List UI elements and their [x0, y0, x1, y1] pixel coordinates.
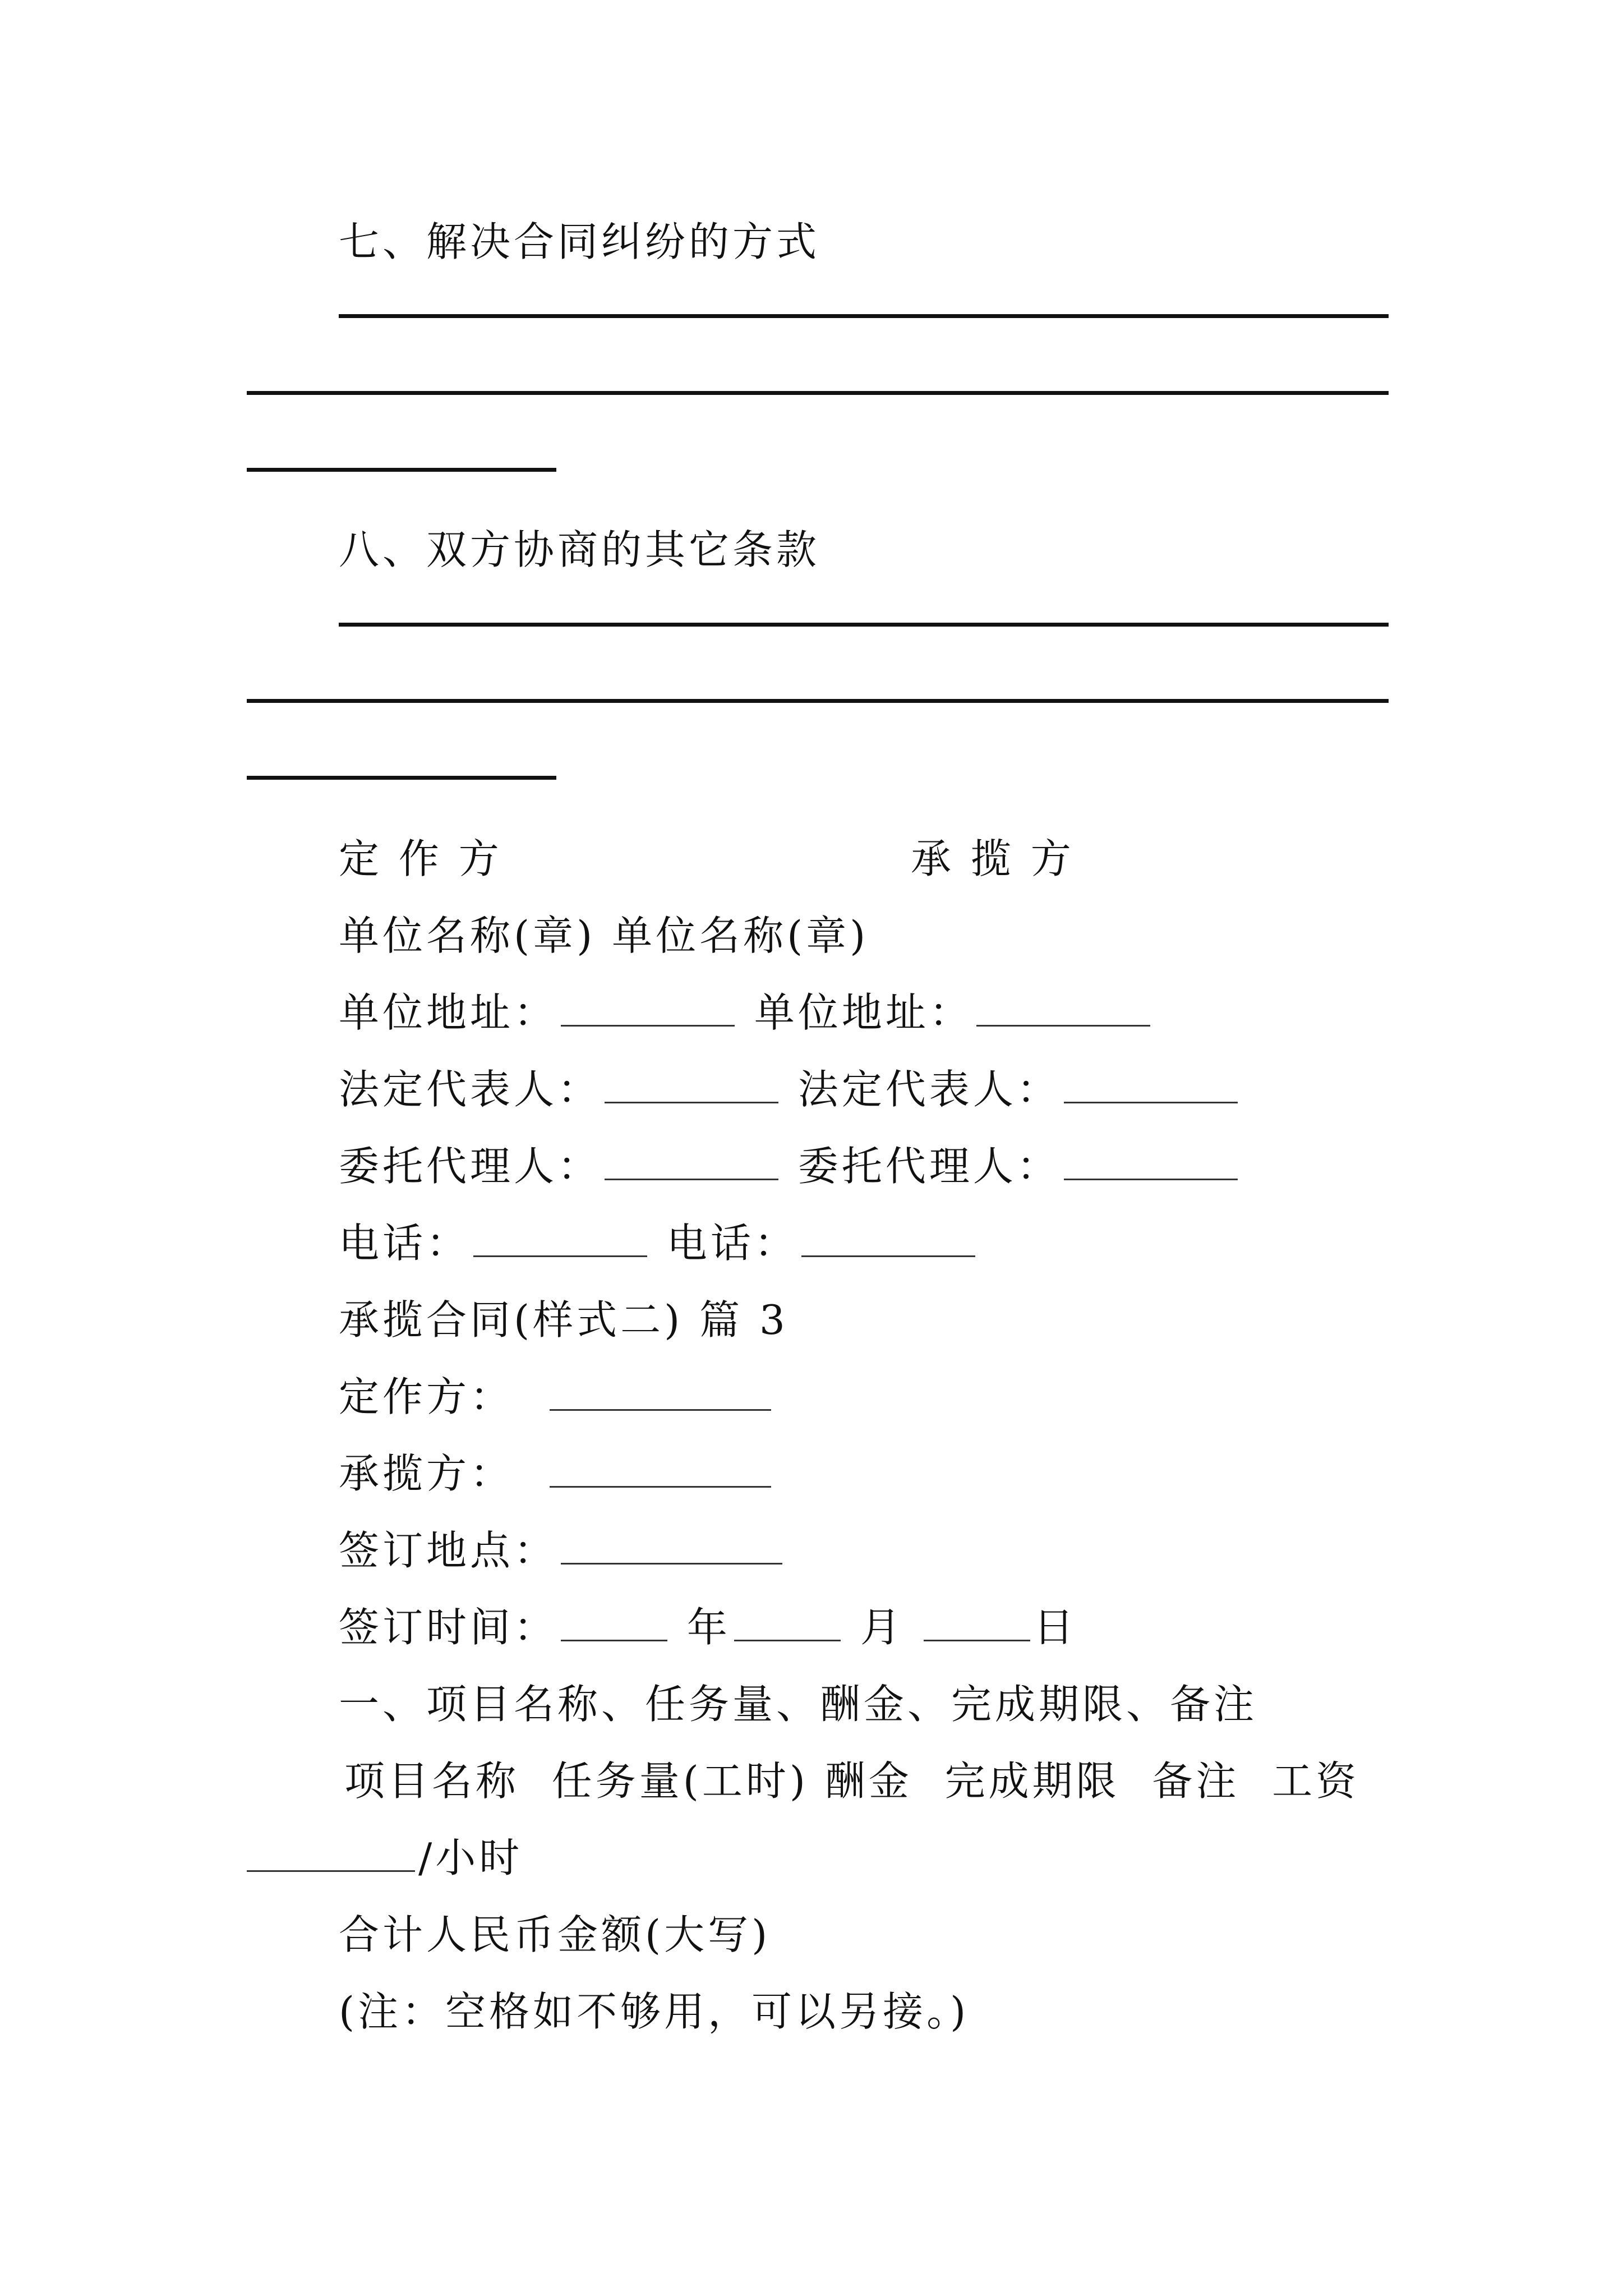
- phone-a-label: 电话：: [339, 1220, 471, 1267]
- per-hour-line: [247, 1833, 523, 1883]
- legal-rep-a-label: 法定代表人：: [339, 1066, 602, 1113]
- phone-line: [339, 1218, 979, 1268]
- orderer-line: [339, 1372, 774, 1422]
- sign-place-label: 签订地点：: [339, 1527, 558, 1574]
- contractor-label: 承揽方：: [339, 1450, 514, 1497]
- item1-heading: 一、项目名称、任务量、酬金、完成期限、备注: [339, 1681, 1258, 1728]
- fill-line: [339, 314, 1389, 318]
- legal-rep-b-label: 法定代表人：: [797, 1066, 1061, 1113]
- blank-field: [801, 1255, 975, 1257]
- blank-field: [561, 1562, 782, 1565]
- orderer-label: 定作方：: [339, 1373, 514, 1420]
- blank-field: [550, 1409, 771, 1411]
- contract3-title: 承揽合同(样式二) 篇 3: [339, 1296, 789, 1343]
- section8-heading: 八、双方协商的其它条款: [339, 526, 820, 573]
- blank-field: [976, 1024, 1150, 1027]
- fill-line: [247, 391, 1389, 395]
- sign-time-line: [339, 1602, 1077, 1653]
- party-b-label: 承 揽 方: [911, 835, 1075, 882]
- party-a-label: 定 作 方: [339, 835, 502, 882]
- section7-heading: 七、解决合同纠纷的方式: [339, 218, 820, 265]
- fill-line: [339, 623, 1389, 627]
- agent-line: [339, 1141, 1241, 1191]
- blank-field: [473, 1255, 647, 1257]
- legal-rep-line: [339, 1064, 1241, 1115]
- fill-line: [247, 699, 1389, 703]
- agent-b-label: 委托代理人：: [797, 1143, 1061, 1190]
- unit-address-a-label: 单位地址：: [339, 989, 558, 1036]
- blank-field: [1064, 1178, 1238, 1180]
- blank-field: [561, 1024, 735, 1027]
- day-label: 日: [1033, 1604, 1077, 1651]
- note-line: (注：空格如不够用，可以另接。): [339, 1988, 970, 2035]
- agent-a-label: 委托代理人：: [339, 1143, 602, 1190]
- year-label: 年: [686, 1604, 731, 1651]
- blank-field: [734, 1639, 841, 1641]
- blank-field: [605, 1178, 778, 1180]
- table-headers: 项目名称 任务量(工时) 酬金 完成期限 备注 工资: [344, 1757, 1360, 1805]
- total-line: 合计人民币金额(大写): [339, 1911, 771, 1958]
- contractor-line: [339, 1448, 774, 1499]
- blank-field: [924, 1639, 1030, 1641]
- unit-name-line: 单位名称(章) 单位名称(章): [339, 912, 869, 959]
- blank-field: [247, 1870, 415, 1872]
- unit-address-line: [339, 987, 1154, 1038]
- blank-field: [550, 1485, 771, 1488]
- month-label: 月: [860, 1604, 904, 1651]
- phone-b-label: 电话：: [666, 1220, 798, 1267]
- sign-place-line: [339, 1525, 786, 1576]
- per-hour-label: /小时: [418, 1834, 523, 1881]
- blank-field: [1064, 1101, 1238, 1103]
- sign-time-label: 签订时间：: [339, 1604, 558, 1651]
- unit-address-b-label: 单位地址：: [754, 989, 973, 1036]
- blank-field: [605, 1101, 778, 1103]
- blank-field: [561, 1639, 667, 1641]
- fill-line: [247, 468, 556, 472]
- fill-line: [247, 776, 556, 780]
